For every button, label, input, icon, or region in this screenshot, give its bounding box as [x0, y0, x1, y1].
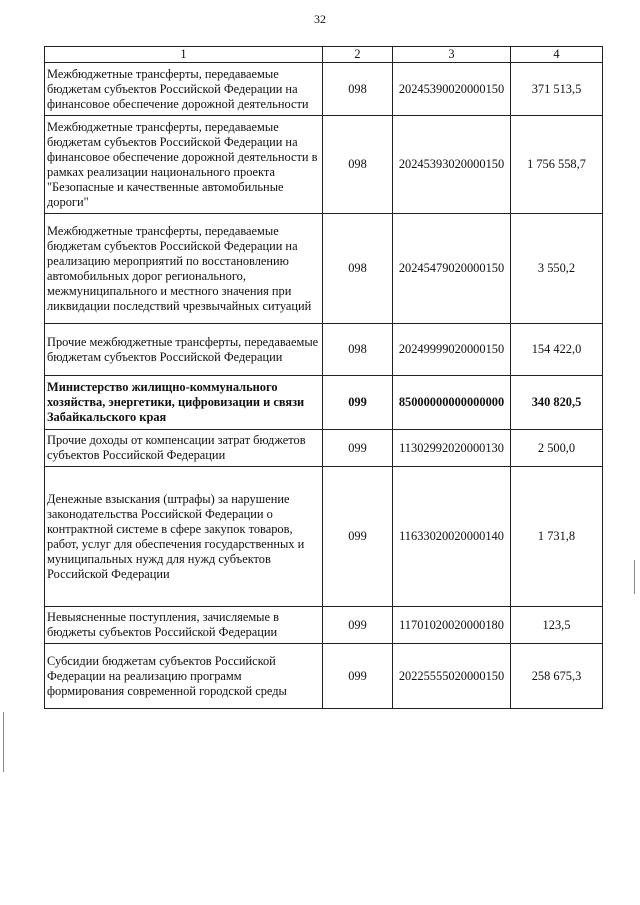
table-row	[45, 607, 603, 644]
column-header-3: 3	[393, 47, 511, 63]
table-row	[45, 324, 603, 376]
row-budget-code: 20245479020000150	[393, 214, 511, 324]
table-row	[45, 116, 603, 214]
row-name: Межбюджетные трансферты, передаваемые бюджетам субъектов Российской Федерации на финансовое обеспечение дорожной деятельности	[45, 63, 323, 116]
row-admin-code: 098	[323, 324, 393, 376]
row-amount: 2 500,0	[511, 430, 603, 467]
table-row	[45, 430, 603, 467]
column-header-4: 4	[511, 47, 603, 63]
table-row-section	[45, 376, 603, 430]
table-row	[45, 644, 603, 709]
page-number: 32	[314, 12, 326, 26]
row-name: Межбюджетные трансферты, передаваемые бюджетам субъектов Российской Федерации на финансовое обеспечение дорожной деятельности в рамках реализации национального проекта "Безопасные и качественные автомобильные дороги"	[45, 116, 323, 214]
column-header-2: 2	[323, 47, 393, 63]
row-amount: 3 550,2	[511, 214, 603, 324]
column-header-1: 1	[45, 47, 323, 63]
row-admin-code: 098	[323, 63, 393, 116]
row-budget-code: 11633020020000140	[393, 467, 511, 607]
table-row	[45, 63, 603, 116]
row-amount: 1 756 558,7	[511, 116, 603, 214]
row-budget-code: 20245393020000150	[393, 116, 511, 214]
row-amount: 1 731,8	[511, 467, 603, 607]
row-admin-code: 098	[323, 116, 393, 214]
scan-mark	[3, 712, 4, 772]
row-budget-code: 20225555020000150	[393, 644, 511, 709]
row-admin-code: 099	[323, 644, 393, 709]
row-name: Прочие доходы от компенсации затрат бюджетов субъектов Российской Федерации	[45, 430, 323, 467]
row-amount: 340 820,5	[511, 376, 603, 430]
row-name: Невыясненные поступления, зачисляемые в бюджеты субъектов Российской Федерации	[45, 607, 323, 644]
row-admin-code: 099	[323, 467, 393, 607]
row-name: Межбюджетные трансферты, передаваемые бюджетам субъектов Российской Федерации на реализацию мероприятий по восстановлению автомобильных дорог регионального, межмуниципального и местного значения при ликвидации последствий чрезвычайных ситуаций	[45, 214, 323, 324]
row-budget-code: 20249999020000150	[393, 324, 511, 376]
row-amount: 258 675,3	[511, 644, 603, 709]
budget-table	[44, 46, 603, 709]
row-admin-code: 098	[323, 214, 393, 324]
scan-mark	[634, 560, 635, 594]
table-row	[45, 214, 603, 324]
row-admin-code: 099	[323, 376, 393, 430]
row-budget-code: 11302992020000130	[393, 430, 511, 467]
row-budget-code: 11701020020000180	[393, 607, 511, 644]
row-budget-code: 85000000000000000	[393, 376, 511, 430]
row-name: Денежные взыскания (штрафы) за нарушение законодательства Российской Федерации о контрактной системе в сфере закупок товаров, работ, услуг для обеспечения государственных и муниципальных нужд для нужд субъектов Российской Федерации	[45, 467, 323, 607]
row-admin-code: 099	[323, 607, 393, 644]
row-amount: 154 422,0	[511, 324, 603, 376]
row-amount: 123,5	[511, 607, 603, 644]
row-admin-code: 099	[323, 430, 393, 467]
row-name: Субсидии бюджетам субъектов Российской Федерации на реализацию программ формирования современной городской среды	[45, 644, 323, 709]
row-budget-code: 20245390020000150	[393, 63, 511, 116]
row-name: Прочие межбюджетные трансферты, передаваемые бюджетам субъектов Российской Федерации	[45, 324, 323, 376]
row-amount: 371 513,5	[511, 63, 603, 116]
row-name: Министерство жилищно-коммунального хозяйства, энергетики, цифровизации и связи Забайкальского края	[45, 376, 323, 430]
table-row	[45, 467, 603, 607]
table-header-row	[45, 47, 603, 63]
